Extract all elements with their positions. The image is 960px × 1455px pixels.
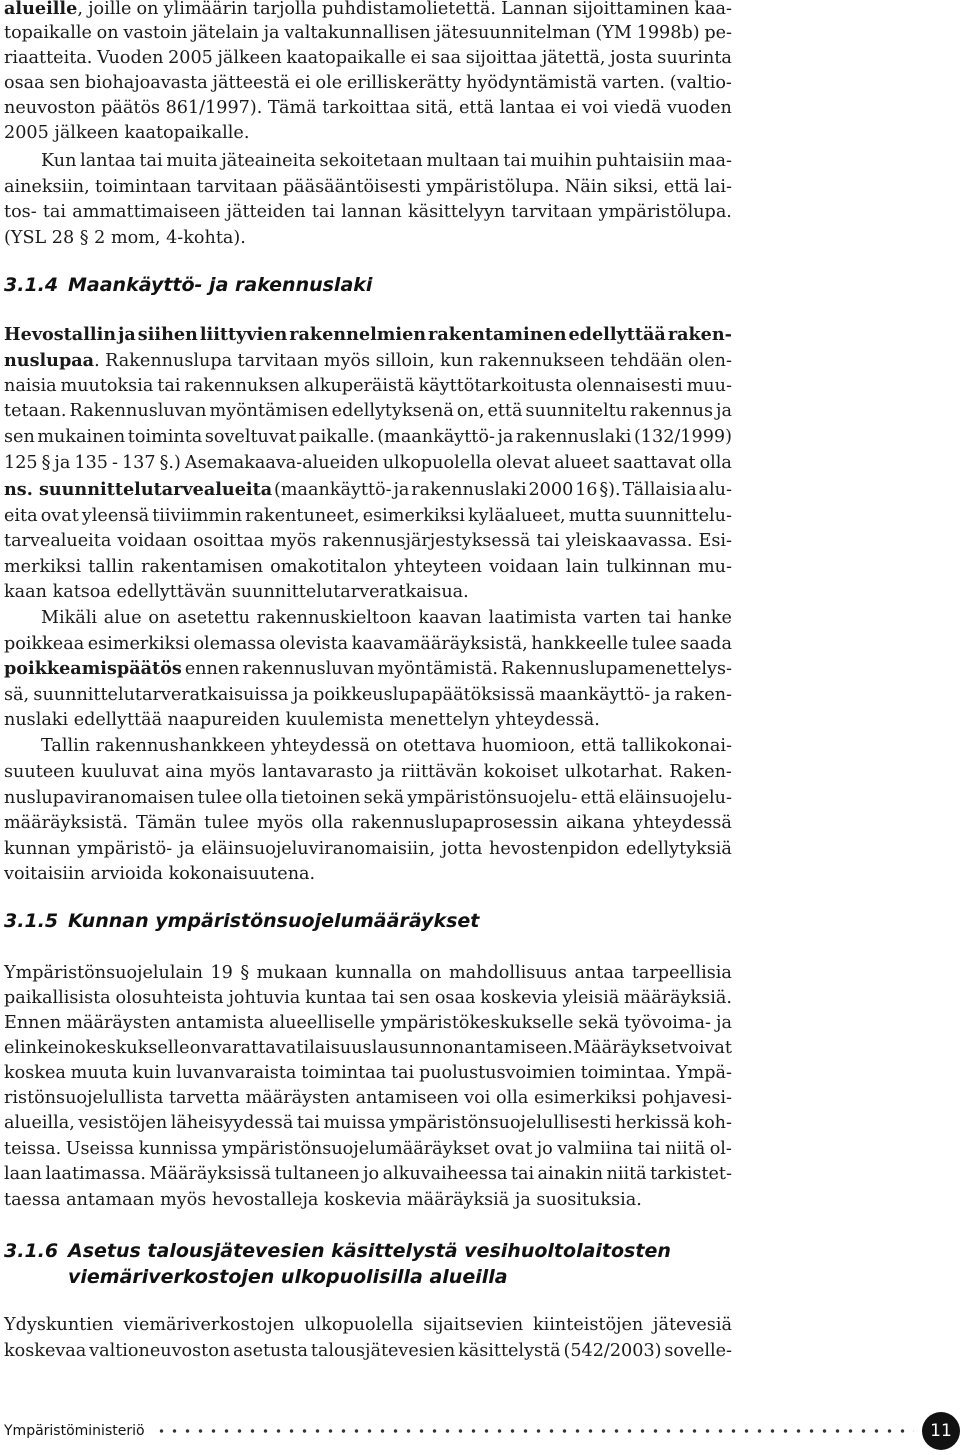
body-line: suuteen kuuluvat aina myös lantavarasto ja riittävän kokoiset ulkotarhat. Raken- bbox=[4, 762, 732, 782]
body-line: Kun lantaa tai muita jäteaineita sekoitetaan multaan tai muihin puhtaisiin maa- bbox=[41, 151, 732, 171]
page-number-badge: 11 bbox=[922, 1412, 960, 1450]
dotted-leader bbox=[155, 1428, 914, 1434]
body-line: sä, suunnittelutarveratkaisuissa ja poikkeuslupapäätöksissä maankäyttö- ja raken- bbox=[4, 685, 732, 705]
footer-publisher: Ympäristöministeriö bbox=[4, 1423, 145, 1439]
body-line: eita ovat yleensä tiiviimmin rakentuneet, esimerkiksi kyläalueet, mutta suunnittelu- bbox=[4, 506, 732, 526]
body-line: 2005 jälkeen kaatopaikalle. bbox=[4, 123, 250, 143]
heading-number: 3.1.5 bbox=[4, 910, 59, 932]
body-line: nuslupaviranomaisen tulee olla tietoinen sekä ympäristönsuojelu- että eläinsuojelu- bbox=[4, 788, 732, 808]
body-line: nuslupaa. Rakennuslupa tarvitaan myös silloin, kun rakennukseen tehdään olen- bbox=[4, 350, 732, 371]
heading-3-1-4 bbox=[4, 272, 372, 298]
body-line: aineksiin, toimintaan tarvitaan pääsääntöisesti ympäristölupa. Näin siksi, että lai- bbox=[4, 177, 732, 197]
heading-number: 3.1.6 bbox=[4, 1240, 59, 1262]
body-line: riaatteita. Vuoden 2005 jälkeen kaatopaikalle ei saa sijoittaa jätettä, josta suurinta bbox=[4, 48, 732, 68]
heading-title-line-1: Asetus talousjätevesien käsittelystä vesihuoltolaitosten bbox=[68, 1240, 671, 1262]
heading-number: 3.1.4 bbox=[4, 274, 59, 296]
body-line: tetaan. Rakennusluvan myöntämisen edellytyksenä on, että suunniteltu rakennus ja bbox=[4, 401, 732, 421]
body-line: topaikalle on vastoin jätelain ja valtakunnallisen jätesuunnitelman (YM 1998b) pe- bbox=[4, 23, 732, 43]
body-line: naisia muutoksia tai rakennuksen alkuperäistä käyttötarkoitusta olennaisesti muu- bbox=[4, 376, 732, 396]
body-line: Mikäli alue on asetettu rakennuskieltoon kaavan laatimista varten tai hanke bbox=[41, 608, 732, 628]
heading-3-1-5 bbox=[4, 908, 479, 934]
page-footer bbox=[4, 1418, 960, 1444]
body-line: (YSL 28 § 2 mom, 4-kohta). bbox=[4, 228, 246, 248]
body-line: kunnan ympäristö- ja eläinsuojeluviranomaisiin, jotta hevostenpidon edellytyksiä bbox=[4, 839, 732, 859]
body-line: Tallin rakennushankkeen yhteydessä on otettava huomioon, että tallikokonai- bbox=[41, 736, 732, 756]
bold-term: poikkeamispäätös bbox=[4, 658, 182, 679]
bold-term: ns. suunnittelutarvealueita bbox=[4, 479, 273, 500]
body-line: ns. suunnittelutarvealueita (maankäyttö- ja rakennuslaki 2000 16 §). Tällaisia alu- bbox=[4, 479, 732, 500]
heading-title: Maankäyttö- ja rakennuslaki bbox=[68, 274, 373, 296]
bold-term: nuslupaa bbox=[4, 350, 95, 371]
body-line: taessa antamaan myös hevostalleja koskevia määräyksiä ja suosituksia. bbox=[4, 1190, 642, 1210]
body-line: tarvealueita voidaan osoittaa myös rakennusjärjestyksessä tai yleiskaavassa. Esi- bbox=[4, 531, 732, 551]
body-line: 125 § ja 135 - 137 §.) Asemakaava-alueiden ulkopuolella olevat alueet saattavat olla bbox=[4, 453, 732, 473]
body-line: Ennen määräysten antamista alueelliselle ympäristökeskukselle sekä työvoima- ja bbox=[4, 1013, 732, 1033]
body-line: alueille, joille on ylimäärin tarjolla puhdistamolietettä. Lannan sijoittaminen kaa- bbox=[4, 0, 732, 19]
body-line: koskevaa valtioneuvoston asetusta talousjätevesien käsittelystä (542/2003) sovelle- bbox=[4, 1341, 732, 1361]
bold-term: alueille bbox=[4, 0, 78, 19]
body-line: Ydyskuntien viemäriverkostojen ulkopuolella sijaitsevien kiinteistöjen jätevesiä bbox=[4, 1315, 732, 1335]
body-line: poikkeamispäätös ennen rakennusluvan myöntämistä. Rakennuslupamenettelys- bbox=[4, 658, 732, 679]
body-line: nuslaki edellyttää naapureiden kuulemista menettelyn yhteydessä. bbox=[4, 710, 600, 730]
body-line: koskea muuta kuin luvanvaraista toimintaa tai puolustusvoimien toimintaa. Ympä- bbox=[4, 1063, 732, 1083]
body-line: Ympäristönsuojelulain 19 § mukaan kunnalla on mahdollisuus antaa tarpeellisia bbox=[4, 963, 732, 983]
body-line: teissa. Useissa kunnissa ympäristönsuojelumääräykset ovat jo valmiina tai niitä ol- bbox=[4, 1139, 732, 1159]
body-line: sen mukainen toiminta soveltuvat paikalle. (maankäyttö- ja rakennuslaki (132/1999) bbox=[4, 427, 732, 447]
body-line: paikallisista olosuhteista johtuvia kuntaa tai sen osaa koskevia yleisiä määräyksiä. bbox=[4, 988, 732, 1008]
body-line: Hevostallin ja siihen liittyvien rakennelmien rakentaminen edellyttää raken- bbox=[4, 324, 732, 345]
body-line: voitaisiin arvioida kokonaisuutena. bbox=[4, 864, 316, 884]
body-line: tos- tai ammattimaiseen jätteiden tai lannan käsittelyyn tarvitaan ympäristölupa. bbox=[4, 202, 732, 222]
body-line: neuvoston päätös 861/1997). Tämä tarkoittaa sitä, että lantaa ei voi viedä vuoden bbox=[4, 98, 732, 118]
heading-3-1-6-line-2: viemäriverkostojen ulkopuolisilla alueilla bbox=[68, 1266, 508, 1288]
body-line: määräyksistä. Tämän tulee myös olla rakennuslupaprosessin aikana yhteydessä bbox=[4, 813, 732, 833]
body-line: merkiksi tallin rakentamisen omakotitalon yhteyteen voidaan lain tulkinnan mu- bbox=[4, 557, 732, 577]
heading-title: Kunnan ympäristönsuojelumääräykset bbox=[68, 910, 480, 932]
body-line: osaa sen biohajoavasta jätteestä ei ole erilliskerätty hyödyntämistä varten. (valtio- bbox=[4, 73, 732, 93]
body-line: poikkeaa esimerkiksi olemassa olevista kaavamääräyksistä, hankkeelle tulee saada bbox=[4, 634, 732, 654]
body-line: alueilla, vesistöjen läheisyydessä tai muissa ympäristönsuojelullisesti herkissä koh- bbox=[4, 1113, 732, 1133]
body-line: ristönsuojelullista tarvetta määräysten antamiseen voi olla esimerkiksi pohjavesi- bbox=[4, 1088, 732, 1108]
body-line: elinkeinokeskukselle on varattava tilaisuus lausunnon antamiseen. Määräykset voivat bbox=[4, 1038, 732, 1058]
body-line: kaan katsoa edellyttävän suunnittelutarveratkaisua. bbox=[4, 582, 469, 602]
body-line: laan laatimassa. Määräyksissä tultaneen jo alkuvaiheessa tai ainakin niitä tarkistet- bbox=[4, 1164, 732, 1184]
heading-3-1-6 bbox=[4, 1238, 671, 1264]
